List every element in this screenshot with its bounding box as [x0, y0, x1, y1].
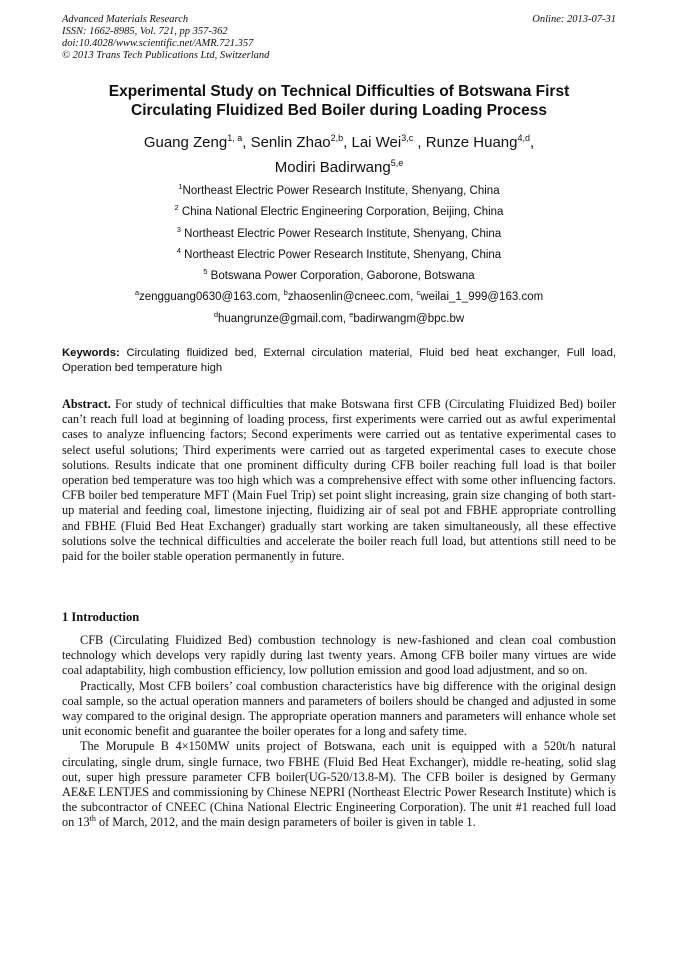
email-sup: b: [283, 288, 288, 298]
email-sup: a: [134, 288, 139, 298]
author-sup: 3,c: [401, 133, 414, 143]
affiliation-3: [62, 224, 616, 245]
intro-paragraph-2: Practically, Most CFB boilers’ coal combustion characteristics have big difference with the original design coal sample, so the actual operation manners and parameters of boilers should be changed and adjusted in some way compared to the original design. The appropriate operation manners and parameters will enhance whole set unit economic benefit and guarantee the boiler operates for a long and safety time.: [62, 678, 616, 739]
online-date: Online: 2013-07-31: [532, 14, 616, 25]
intro-paragraph-1: CFB (Circulating Fluidized Bed) combustion technology is new-fashioned and clean coal combustion technology which develops very rapidly during last twenty years. Among CFB boiler many virtues are wide coal adaptability, high combustion efficiency, low pollution emission and good load adjustment, and so on.: [62, 633, 616, 678]
title-line-2: Circulating Fluidized Bed Boiler during Loading Process: [131, 102, 547, 119]
email-link[interactable]: weilai_1_999@163.com: [420, 291, 544, 304]
author-name: , Runze Huang: [413, 134, 518, 151]
abstract-block: [62, 397, 616, 564]
affiliation-list: [62, 181, 616, 330]
author-name: , Senlin Zhao: [242, 134, 331, 151]
keywords-text: Circulating fluidized bed, External circulation material, Fluid bed heat exchanger, Full load, Operation bed temperature high: [62, 347, 616, 374]
email-sup: d: [213, 309, 218, 319]
author-name: , Lai Wei: [343, 134, 402, 151]
copyright-line: © 2013 Trans Tech Publications Ltd, Switzerland: [62, 50, 270, 61]
introduction-body: [62, 633, 616, 831]
author-sup: 4,d: [517, 133, 530, 143]
email-line-1: [62, 287, 616, 308]
email-sup: c: [416, 288, 421, 298]
keywords-block: [62, 346, 616, 375]
email-link[interactable]: badirwangm@bpc.bw: [353, 312, 465, 325]
affiliation-sup: 2: [174, 203, 179, 213]
paper-title: [62, 82, 616, 120]
email-sup: e: [349, 309, 354, 319]
affiliation-4: [62, 245, 616, 266]
title-line-1: Experimental Study on Technical Difficulties of Botswana First: [108, 83, 570, 100]
affiliation-sup: 3: [176, 224, 181, 234]
author-sup: 2,b: [330, 133, 344, 143]
author-name: Guang Zeng: [143, 134, 228, 151]
ordinal-sup: th: [89, 814, 96, 824]
email-line-2: [62, 309, 616, 330]
affiliation-sup: 1: [178, 182, 183, 191]
email-link[interactable]: zhaosenlin@cneec.com,: [287, 291, 417, 304]
journal-header: [62, 14, 616, 62]
affiliation-1: [62, 181, 616, 202]
email-link[interactable]: huangrunze@gmail.com,: [218, 312, 350, 325]
affiliation-sup: 5: [203, 267, 208, 277]
doi-line[interactable]: doi:10.4028/www.scientific.net/AMR.721.357: [62, 38, 254, 49]
author-list: [62, 130, 616, 180]
keywords-label: Keywords:: [62, 347, 120, 359]
author-name: Modiri Badirwang: [274, 159, 391, 176]
author-sup: 1, a: [227, 133, 243, 143]
affiliation-text: China National Electric Engineering Corporation, Beijing, China: [178, 206, 504, 219]
affiliation-text: Northeast Electric Power Research Institute, Shenyang, China: [182, 185, 500, 197]
affiliation-text: Northeast Electric Power Research Institute, Shenyang, China: [180, 248, 502, 261]
author-separator: ,: [530, 134, 535, 151]
affiliation-sup: 4: [176, 245, 181, 255]
author-sup: 5,e: [390, 158, 404, 168]
affiliation-2: [62, 202, 616, 223]
section-heading: 1 Introduction: [62, 610, 140, 624]
affiliation-text: Botswana Power Corporation, Gaborone, Botswana: [207, 270, 475, 283]
abstract-label: Abstract.: [62, 397, 111, 411]
author-line-2: [62, 155, 616, 180]
intro-paragraph-3: [62, 739, 616, 830]
affiliation-text: Northeast Electric Power Research Institute, Shenyang, China: [180, 227, 502, 240]
abstract-text: For study of technical difficulties that make Botswana first CFB (Circulating Fluidized Bed) boiler can’t reach full load at beginning of loading process, first experiments were carried out as awful experimental cases to analyze influencing factors; Second experiments were carried out as tentative experimental cases to select useful solutions; Third experiments were carried out as targeted experimental cases to execute chose solutions. Results indicate that one prominent difficulty during CFB boiler reaching full load is that boiler operation bed temperature was too high which was a comprehensive effect with some other influencing factors. CFB boiler bed temperature MFT (Main Fuel Trip) set point slight increasing, grain size changing of both start-up material and feeding coal, limestone injecting, fluidizing air of seal pot and FBHE appropriate controlling and FBHE (Fluid Bed Heat Exchanger) gradually start working are taken simultaneously, all these effective solutions solve the technical difficulties and accelerate the boiler reach full load, but attentions still need to be paid for the boiler stable operation permanently in future.: [62, 397, 616, 564]
affiliation-5: [62, 266, 616, 287]
author-line-1: [62, 130, 616, 155]
email-link[interactable]: zengguang0630@163.com,: [139, 291, 284, 304]
paragraph-text: of March, 2012, and the main design parameters of boiler is given in table 1.: [95, 815, 476, 830]
journal-name: Advanced Materials Research: [62, 14, 189, 25]
paragraph-text: The Morupule B 4×150MW units project of Botswana, each unit is equipped with a 520t/h natural circulating, single drum, single furnace, two FBHE (Fluid Bed Heat Exchanger), middle re-heating, solid slag out, super high pressure parameter CFB boiler(UG-520/13.8-M). The CFB boiler is designed by Germany AE&E LENTJES and commissioning by Chinese NEPRI (Northeast Electric Power Research Institute) which is the subcontractor of CNEEC (China National Electric Engineering Corporation). The unit #1 reached full load on 13: [62, 739, 616, 830]
issn-line: ISSN: 1662-8985, Vol. 721, pp 357-362: [62, 26, 228, 37]
